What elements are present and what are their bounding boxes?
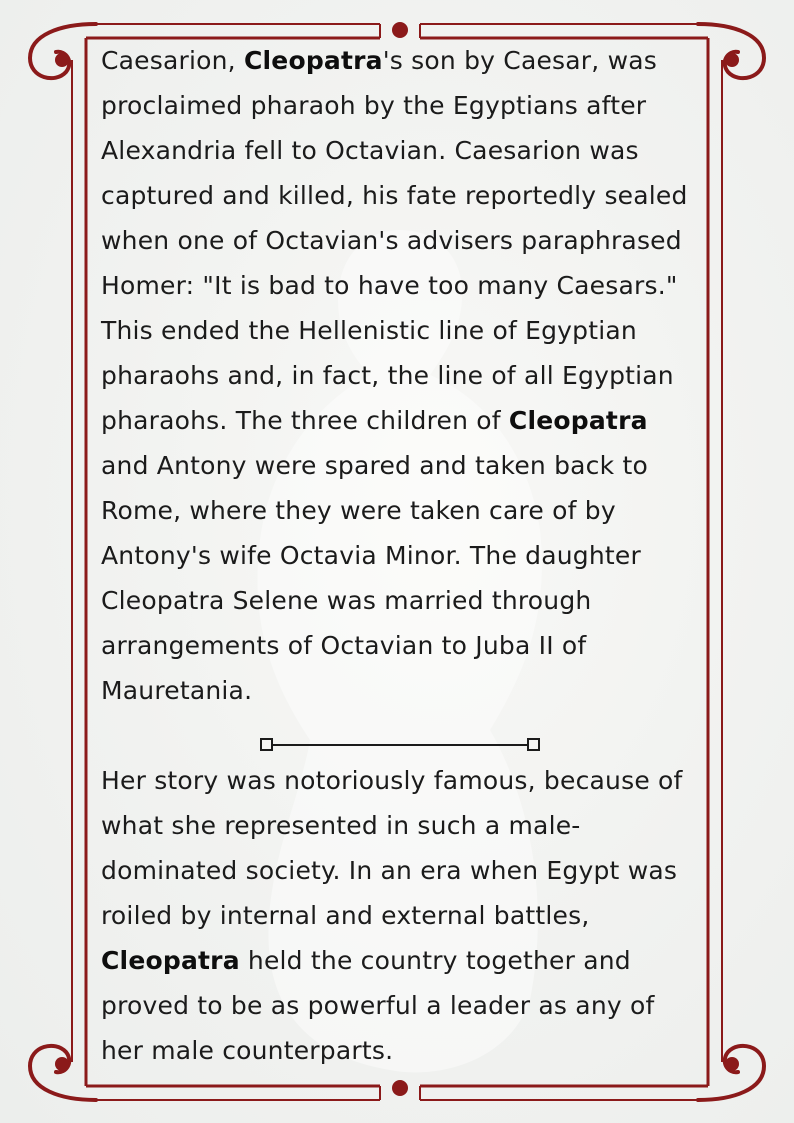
paragraph-1-text: 's son by Caesar, was proclaimed pharaoh by the Egyptians after Alexandria fell to Octavian. Caesarion was captured and killed, his fate reportedly sealed when one of Octavian's advisers paraphrased Homer: "It is bad to have too many Caesars." This ended the Hellenistic line of Egyptian pharaohs and, in fact, the line of all Egyptian pharaohs. The three children of <box>101 46 688 435</box>
section-divider <box>258 735 542 755</box>
cleopatra-name: Cleopatra <box>243 46 383 75</box>
paragraph-2-text: held the country together and proved to be as powerful a leader as any of her male counterparts. <box>101 946 655 1065</box>
paragraph-1-text: Caesarion, <box>101 46 244 75</box>
paragraph-1-text: and Antony were spared and taken back to Rome, where they were taken care of by Antony's wife Octavia Minor. The daughter Cleopatra Selene was married through arrangements of Octavian to Juba II of Mauretania. <box>101 451 648 705</box>
paragraph-2-text: Her story was notoriously famous, because of what she represented in such a male-dominated society. In an era when Egypt was roiled by internal and external battles, <box>101 766 683 930</box>
cleopatra-name: Cleopatra <box>508 406 648 435</box>
paragraph-2 <box>101 758 701 1073</box>
paragraph-1 <box>101 38 701 713</box>
cleopatra-name: Cleopatra <box>101 946 240 975</box>
